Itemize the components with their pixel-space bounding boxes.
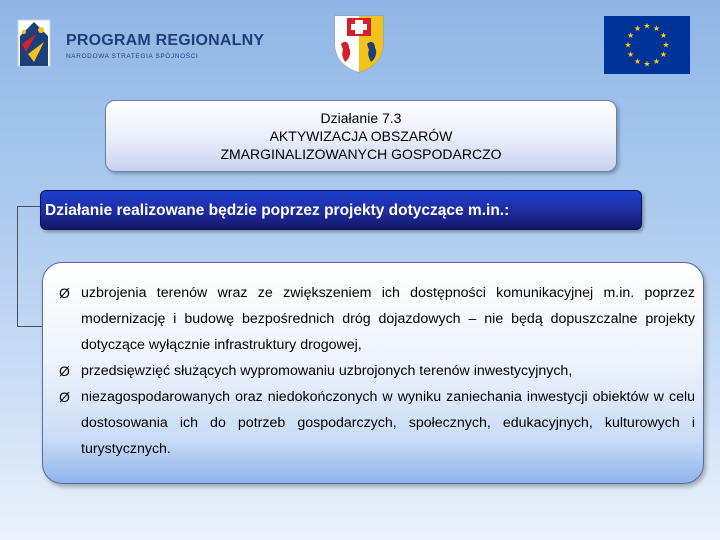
eu-flag-icon: [604, 16, 690, 74]
eu-star-icon: ★: [652, 24, 661, 34]
bullet-list: [59, 280, 695, 462]
action-number: Działanie 7.3: [320, 110, 402, 126]
eu-star-icon: ★: [662, 40, 670, 50]
header: [0, 0, 720, 80]
arrow-bullet-icon: Ø: [59, 363, 70, 379]
eu-star-icon: ★: [652, 57, 661, 67]
arrow-bullet-icon: Ø: [59, 285, 70, 301]
list-item: [59, 384, 695, 462]
eu-star-icon: ★: [643, 59, 651, 69]
program-logo-mark-icon: [14, 14, 54, 72]
list-item-text: uzbrojenia terenów wraz ze zwiększeniem ich dostępności komunikacyjnej m.in. poprzez modernizację i budowę bezpośrednich dróg dojazdowych – nie będą dopuszczalne projekty dotyczące wyłącznie infrastruktury drogowej,: [81, 285, 695, 353]
program-logo-name: PROGRAM REGIONALNY: [66, 32, 265, 49]
intro-banner: [40, 190, 642, 230]
eu-star-icon: ★: [624, 40, 632, 50]
eu-star-icon: ★: [626, 31, 635, 41]
podkarpackie-crest-icon: [333, 14, 385, 74]
bracket-connector-lower: [17, 326, 44, 327]
action-title-line1: AKTYWIZACJA OBSZARÓW: [269, 128, 453, 144]
program-logo-subtitle: NARODOWA STRATEGIA SPÓJNOŚCI: [66, 53, 199, 60]
arrow-bullet-icon: Ø: [59, 389, 70, 405]
list-item-text: niezagospodarowanych oraz niedokończonych w wyniku zaniechania inwestycji obiektów w celu dostosowania ich do potrzeb gospodarczych, społecznych, edukacyjnych, kulturowych i turystycznych.: [81, 389, 695, 457]
program-regionalny-logo: [14, 14, 265, 72]
eu-star-icon: ★: [633, 24, 642, 34]
eu-star-icon: ★: [659, 50, 668, 60]
eu-star-icon: ★: [626, 50, 635, 60]
eu-star-icon: ★: [633, 57, 642, 67]
action-title-box: [105, 100, 617, 172]
eu-star-icon: ★: [659, 31, 668, 41]
eu-star-icon: ★: [643, 21, 651, 31]
intro-banner-text: Działanie realizowane będzie poprzez projekty dotyczące m.in.:: [45, 202, 510, 219]
bullet-list-box: [42, 262, 704, 484]
list-item: [59, 280, 695, 358]
action-title-line2: ZMARGINALIZOWANYCH GOSPODARCZO: [220, 146, 502, 162]
list-item-text: przedsięwzięć służących wypromowaniu uzbrojonych terenów inwestycyjnych,: [81, 363, 573, 379]
list-item: [59, 358, 695, 384]
